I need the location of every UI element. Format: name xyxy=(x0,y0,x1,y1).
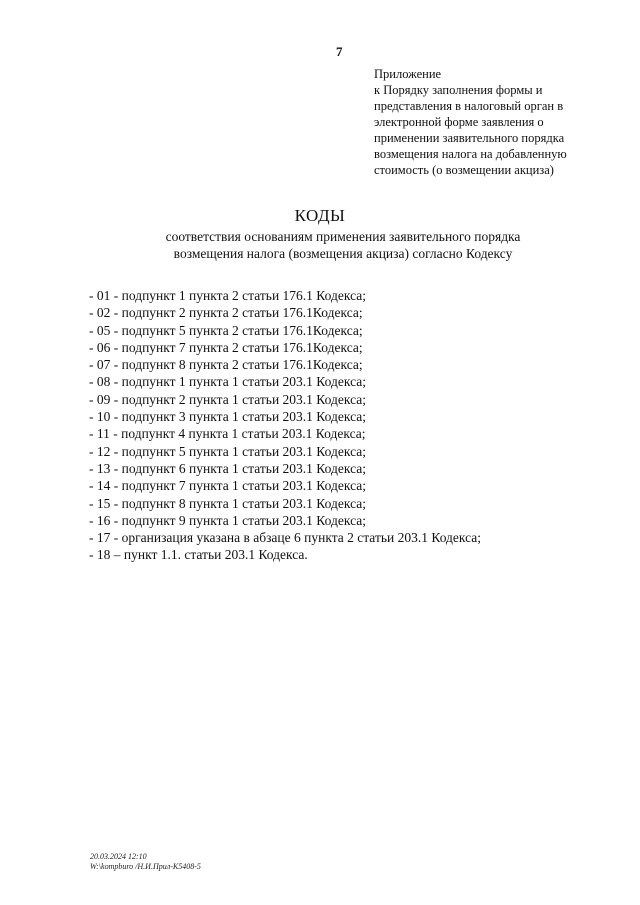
footer-timestamp: 20.03.2024 12:10 xyxy=(90,852,147,861)
code-item: - 02 - подпункт 2 пункта 2 статьи 176.1Кодекса; xyxy=(89,305,363,321)
subheading-line: возмещения налога (возмещения акциза) согласно Кодексу xyxy=(173,246,513,261)
code-item: - 06 - подпункт 7 пункта 2 статьи 176.1Кодекса; xyxy=(89,339,363,355)
code-item: - 14 - подпункт 7 пункта 1 статьи 203.1 Кодекса; xyxy=(89,478,366,494)
code-item: - 13 - подпункт 6 пункта 1 статьи 203.1 Кодекса; xyxy=(89,460,366,476)
appendix-line: представления в налоговый орган в xyxy=(374,99,564,113)
document-subheading xyxy=(0,228,640,262)
footer-file-path: W:\kompburo /Н.И.Прил-К5408-5 xyxy=(90,862,201,871)
appendix-line: Приложение xyxy=(374,67,442,81)
code-item: - 07 - подпункт 8 пункта 2 статьи 176.1Кодекса; xyxy=(89,357,363,373)
document-heading: КОДЫ xyxy=(294,206,346,225)
page-number: 7 xyxy=(336,44,343,59)
code-item: - 17 - организация указана в абзаце 6 пункта 2 статьи 203.1 Кодекса; xyxy=(89,530,482,546)
code-item: - 09 - подпункт 2 пункта 1 статьи 203.1 Кодекса; xyxy=(89,391,366,407)
appendix-line: стоимость (о возмещении акциза) xyxy=(374,163,554,177)
code-item: - 10 - подпункт 3 пункта 1 статьи 203.1 Кодекса; xyxy=(89,409,366,425)
code-item: - 08 - подпункт 1 пункта 1 статьи 203.1 Кодекса; xyxy=(89,374,366,390)
appendix-line: электронной форме заявления о xyxy=(374,115,544,129)
code-item: - 12 - подпункт 5 пункта 1 статьи 203.1 Кодекса; xyxy=(89,443,366,459)
appendix-note xyxy=(374,66,604,178)
code-item: - 18 – пункт 1.1. статьи 203.1 Кодекса. xyxy=(89,547,308,563)
code-item: - 05 - подпункт 5 пункта 2 статьи 176.1Кодекса; xyxy=(89,322,363,338)
code-item: - 11 - подпункт 4 пункта 1 статьи 203.1 Кодекса; xyxy=(89,426,366,442)
code-list xyxy=(89,287,481,564)
code-item: - 16 - подпункт 9 пункта 1 статьи 203.1 Кодекса; xyxy=(89,512,366,528)
document-footer xyxy=(90,852,201,872)
code-item: - 15 - подпункт 8 пункта 1 статьи 203.1 Кодекса; xyxy=(89,495,366,511)
subheading-line: соответствия основаниям применения заявительного порядка xyxy=(165,229,521,244)
appendix-line: возмещения налога на добавленную xyxy=(374,147,567,161)
appendix-line: к Порядку заполнения формы и xyxy=(374,83,543,97)
code-item: - 01 - подпункт 1 пункта 2 статьи 176.1 Кодекса; xyxy=(89,288,366,303)
appendix-line: применении заявительного порядка xyxy=(374,131,565,145)
